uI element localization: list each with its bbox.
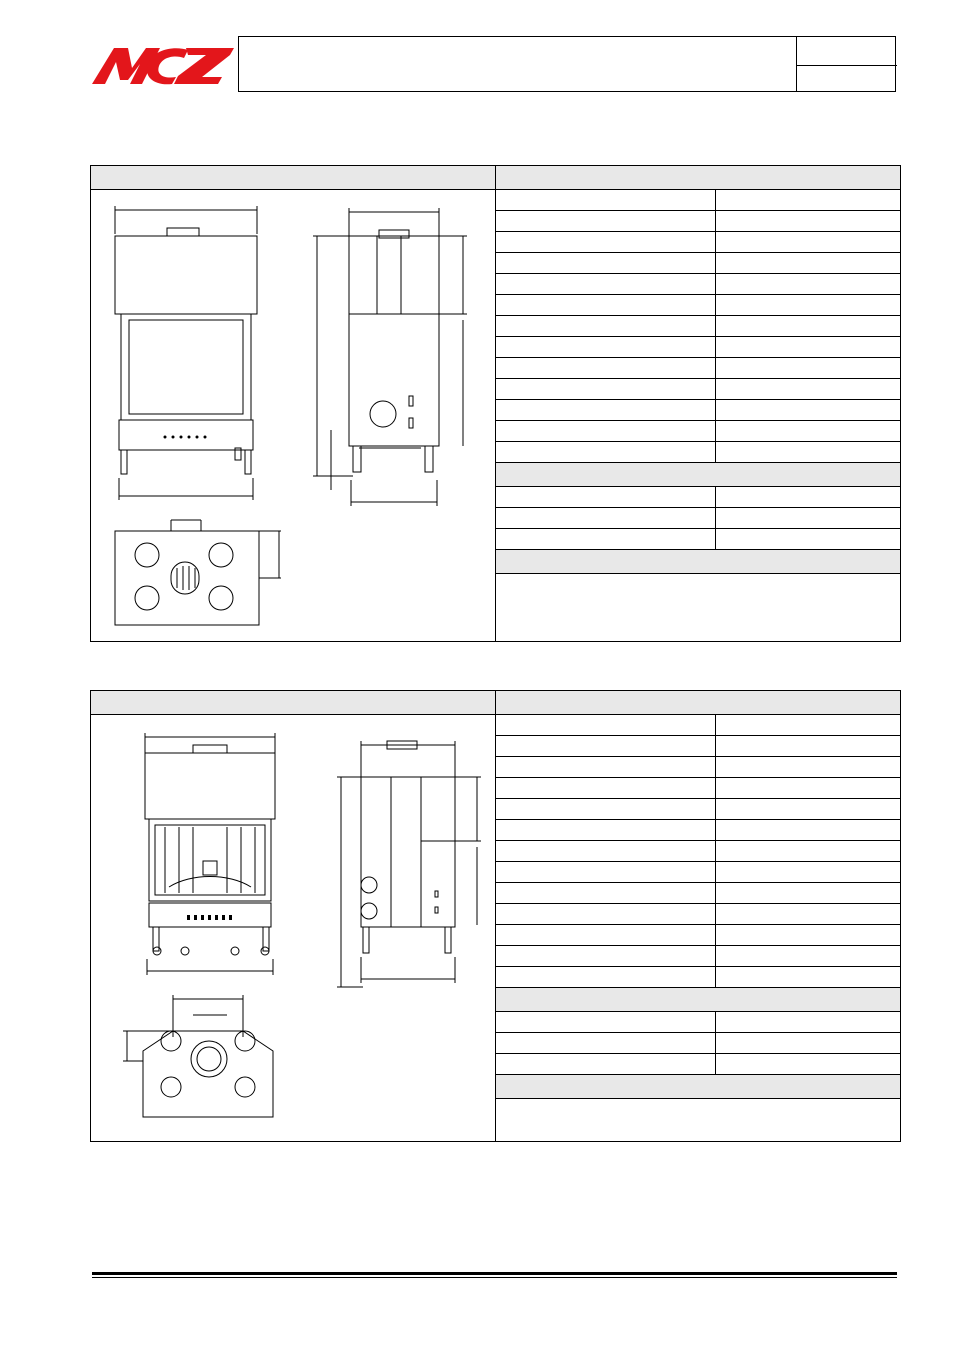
spec-row <box>496 358 900 379</box>
spec-row <box>496 190 900 211</box>
spec-row <box>496 232 900 253</box>
notes-header <box>496 1075 900 1099</box>
spec-row <box>496 946 900 967</box>
spec-row <box>496 820 900 841</box>
spec-row <box>496 1033 900 1054</box>
footer-rule <box>92 1272 897 1275</box>
spec-subheader <box>496 988 900 1012</box>
spec-row <box>496 904 900 925</box>
spec-row <box>496 967 900 988</box>
spec-row <box>496 253 900 274</box>
spec-row <box>496 421 900 442</box>
spec-row <box>496 487 900 508</box>
footer-rule-thin <box>92 1277 897 1278</box>
title-box <box>238 36 896 92</box>
spec-row <box>496 736 900 757</box>
document-ref-box <box>796 36 897 92</box>
spec-row <box>496 400 900 421</box>
notes-area <box>496 574 900 638</box>
spec-table-2 <box>496 715 900 1137</box>
spec-row <box>496 799 900 820</box>
spec-row <box>496 274 900 295</box>
spec-row <box>496 295 900 316</box>
notes-header <box>496 550 900 574</box>
spec-row <box>496 529 900 550</box>
product-sheet-1 <box>90 165 901 642</box>
spec-row <box>496 379 900 400</box>
mcz-logo <box>92 44 234 88</box>
spec-row <box>496 211 900 232</box>
spec-subheader <box>496 463 900 487</box>
spec-row <box>496 442 900 463</box>
spec-row <box>496 757 900 778</box>
spec-table-1 <box>496 190 900 638</box>
spec-row <box>496 337 900 358</box>
spec-row <box>496 715 900 736</box>
spec-row <box>496 316 900 337</box>
notes-area <box>496 1099 900 1137</box>
technical-drawing-2 <box>91 715 495 1142</box>
spec-row <box>496 1054 900 1075</box>
technical-drawing-1 <box>91 190 495 642</box>
spec-row <box>496 925 900 946</box>
spec-row <box>496 883 900 904</box>
spec-row <box>496 778 900 799</box>
spec-row <box>496 508 900 529</box>
spec-row <box>496 862 900 883</box>
spec-row <box>496 841 900 862</box>
spec-row <box>496 1012 900 1033</box>
product-sheet-2 <box>90 690 901 1142</box>
